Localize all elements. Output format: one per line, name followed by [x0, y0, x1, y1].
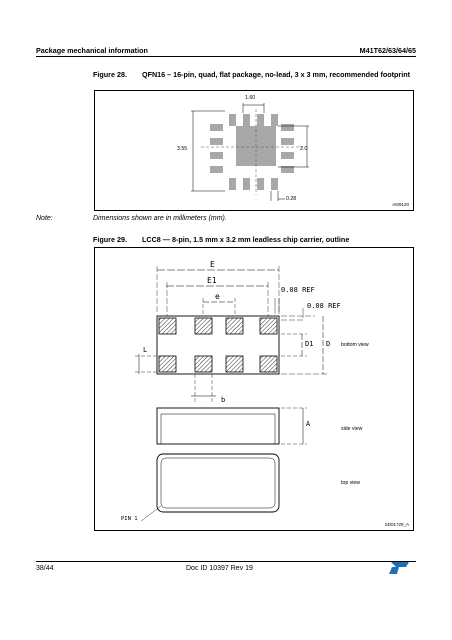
right-pads — [281, 124, 294, 173]
top-view-label: top view — [341, 480, 361, 486]
dim-0-28: 0.28 — [286, 196, 297, 202]
dim-L: L — [143, 346, 148, 354]
header-rule — [36, 56, 416, 57]
lcc8-outline-drawing — [95, 248, 413, 530]
header-doc-title: M41T62/63/64/65 — [359, 46, 416, 55]
figure29-number: Figure 29. — [93, 235, 127, 244]
side-view-label: side view — [341, 426, 363, 432]
figure29-frame — [94, 247, 414, 531]
dim-2-0: 2.0 — [300, 146, 308, 152]
dim-ref-2: 0.08 REF — [307, 302, 341, 310]
dim-D: D — [326, 340, 331, 348]
note-text: Dimensions shown are in millimeters (mm). — [93, 215, 227, 222]
doc-id: Doc ID 10397 Rev 19 — [186, 565, 253, 572]
bottom-view-label: bottom view — [341, 342, 369, 348]
qfn16-footprint-drawing — [95, 91, 413, 210]
top-view-body — [157, 454, 279, 512]
dim-ref-1: 0.08 REF — [281, 286, 315, 294]
bottom-view-pads — [159, 318, 277, 372]
pin1-label: PIN 1 — [121, 516, 138, 522]
side-view-body — [157, 408, 279, 444]
figure28-frame — [94, 90, 414, 211]
st-logo-icon — [388, 561, 410, 575]
header-section-title: Package mechanical information — [36, 46, 148, 55]
figure28-code: AI09120 — [392, 202, 409, 207]
st-logo — [388, 561, 410, 575]
dim-b: b — [221, 396, 226, 404]
dim-E1: E1 — [207, 276, 217, 285]
figure28-number: Figure 28. — [93, 70, 127, 79]
figure29-code: SD01729_A — [384, 522, 409, 527]
note-label: Note: — [36, 215, 53, 222]
figure28-title: QFN16 – 16-pin, quad, flat package, no-lead, 3 x 3 mm, recommended footprint — [142, 70, 410, 79]
dim-A: A — [306, 420, 311, 428]
dim-D1: D1 — [305, 340, 314, 348]
top-pads — [229, 114, 278, 126]
figure29-title: LCC8 — 8-pin, 1.5 mm x 3.2 mm leadless chip carrier, outline — [142, 235, 350, 244]
dim-1-60: 1.60 — [245, 95, 256, 101]
footer-rule — [36, 561, 416, 562]
dim-e: e — [215, 292, 220, 301]
dim-E: E — [210, 260, 215, 269]
bottom-pads — [229, 178, 278, 190]
dim-3-55: 3.55 — [177, 146, 188, 152]
left-pads — [210, 124, 223, 173]
page-number: 38/44 — [36, 565, 54, 572]
